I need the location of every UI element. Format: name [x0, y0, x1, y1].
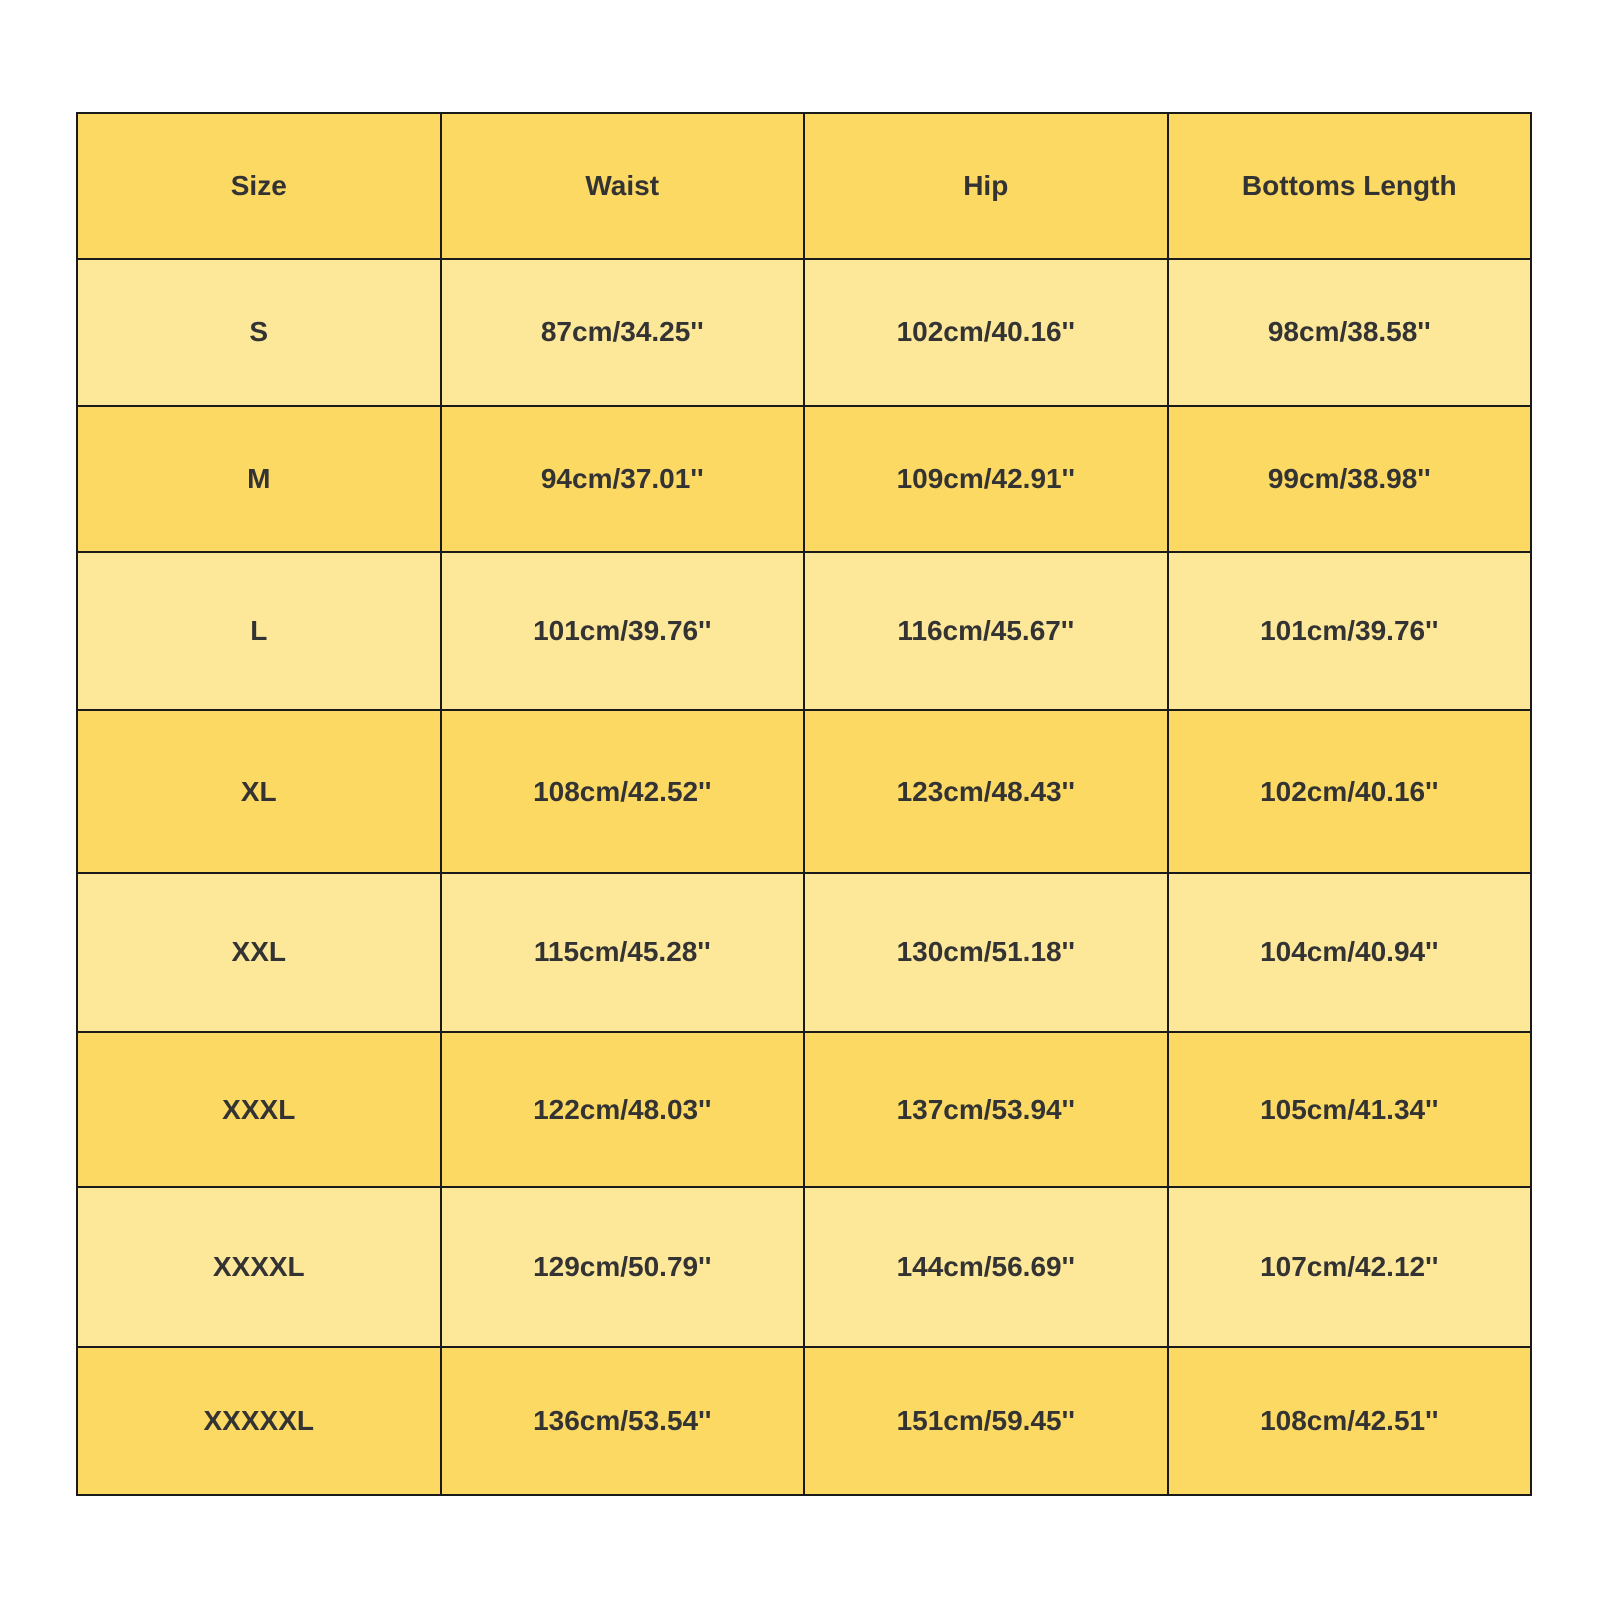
- table-header-row: [77, 113, 1531, 259]
- cell-hip: 137cm/53.94'': [804, 1032, 1168, 1188]
- table-row: [77, 710, 1531, 873]
- cell-waist: 94cm/37.01'': [441, 406, 805, 553]
- cell-bottoms-length: 105cm/41.34'': [1168, 1032, 1532, 1188]
- cell-waist: 136cm/53.54'': [441, 1347, 805, 1495]
- cell-hip: 116cm/45.67'': [804, 552, 1168, 710]
- cell-hip: 144cm/56.69'': [804, 1187, 1168, 1347]
- cell-bottoms-length: 98cm/38.58'': [1168, 259, 1532, 406]
- header-bottoms-length: Bottoms Length: [1168, 113, 1532, 259]
- cell-waist: 115cm/45.28'': [441, 873, 805, 1032]
- cell-hip: 151cm/59.45'': [804, 1347, 1168, 1495]
- table-row: [77, 1347, 1531, 1495]
- cell-size: XXXXXL: [77, 1347, 441, 1495]
- table-row: [77, 552, 1531, 710]
- table-row: [77, 1187, 1531, 1347]
- cell-waist: 101cm/39.76'': [441, 552, 805, 710]
- cell-size: M: [77, 406, 441, 553]
- cell-hip: 102cm/40.16'': [804, 259, 1168, 406]
- cell-bottoms-length: 102cm/40.16'': [1168, 710, 1532, 873]
- size-chart-table: [76, 112, 1532, 1496]
- cell-bottoms-length: 107cm/42.12'': [1168, 1187, 1532, 1347]
- cell-bottoms-length: 99cm/38.98'': [1168, 406, 1532, 553]
- header-waist: Waist: [441, 113, 805, 259]
- table-row: [77, 259, 1531, 406]
- table-row: [77, 406, 1531, 553]
- cell-bottoms-length: 104cm/40.94'': [1168, 873, 1532, 1032]
- cell-size: L: [77, 552, 441, 710]
- table-row: [77, 1032, 1531, 1188]
- cell-size: XL: [77, 710, 441, 873]
- header-size: Size: [77, 113, 441, 259]
- cell-size: XXXXL: [77, 1187, 441, 1347]
- cell-bottoms-length: 108cm/42.51'': [1168, 1347, 1532, 1495]
- cell-hip: 130cm/51.18'': [804, 873, 1168, 1032]
- cell-hip: 109cm/42.91'': [804, 406, 1168, 553]
- cell-hip: 123cm/48.43'': [804, 710, 1168, 873]
- cell-size: S: [77, 259, 441, 406]
- cell-bottoms-length: 101cm/39.76'': [1168, 552, 1532, 710]
- cell-size: XXL: [77, 873, 441, 1032]
- cell-waist: 87cm/34.25'': [441, 259, 805, 406]
- header-hip: Hip: [804, 113, 1168, 259]
- table-row: [77, 873, 1531, 1032]
- cell-waist: 122cm/48.03'': [441, 1032, 805, 1188]
- cell-waist: 129cm/50.79'': [441, 1187, 805, 1347]
- cell-waist: 108cm/42.52'': [441, 710, 805, 873]
- cell-size: XXXL: [77, 1032, 441, 1188]
